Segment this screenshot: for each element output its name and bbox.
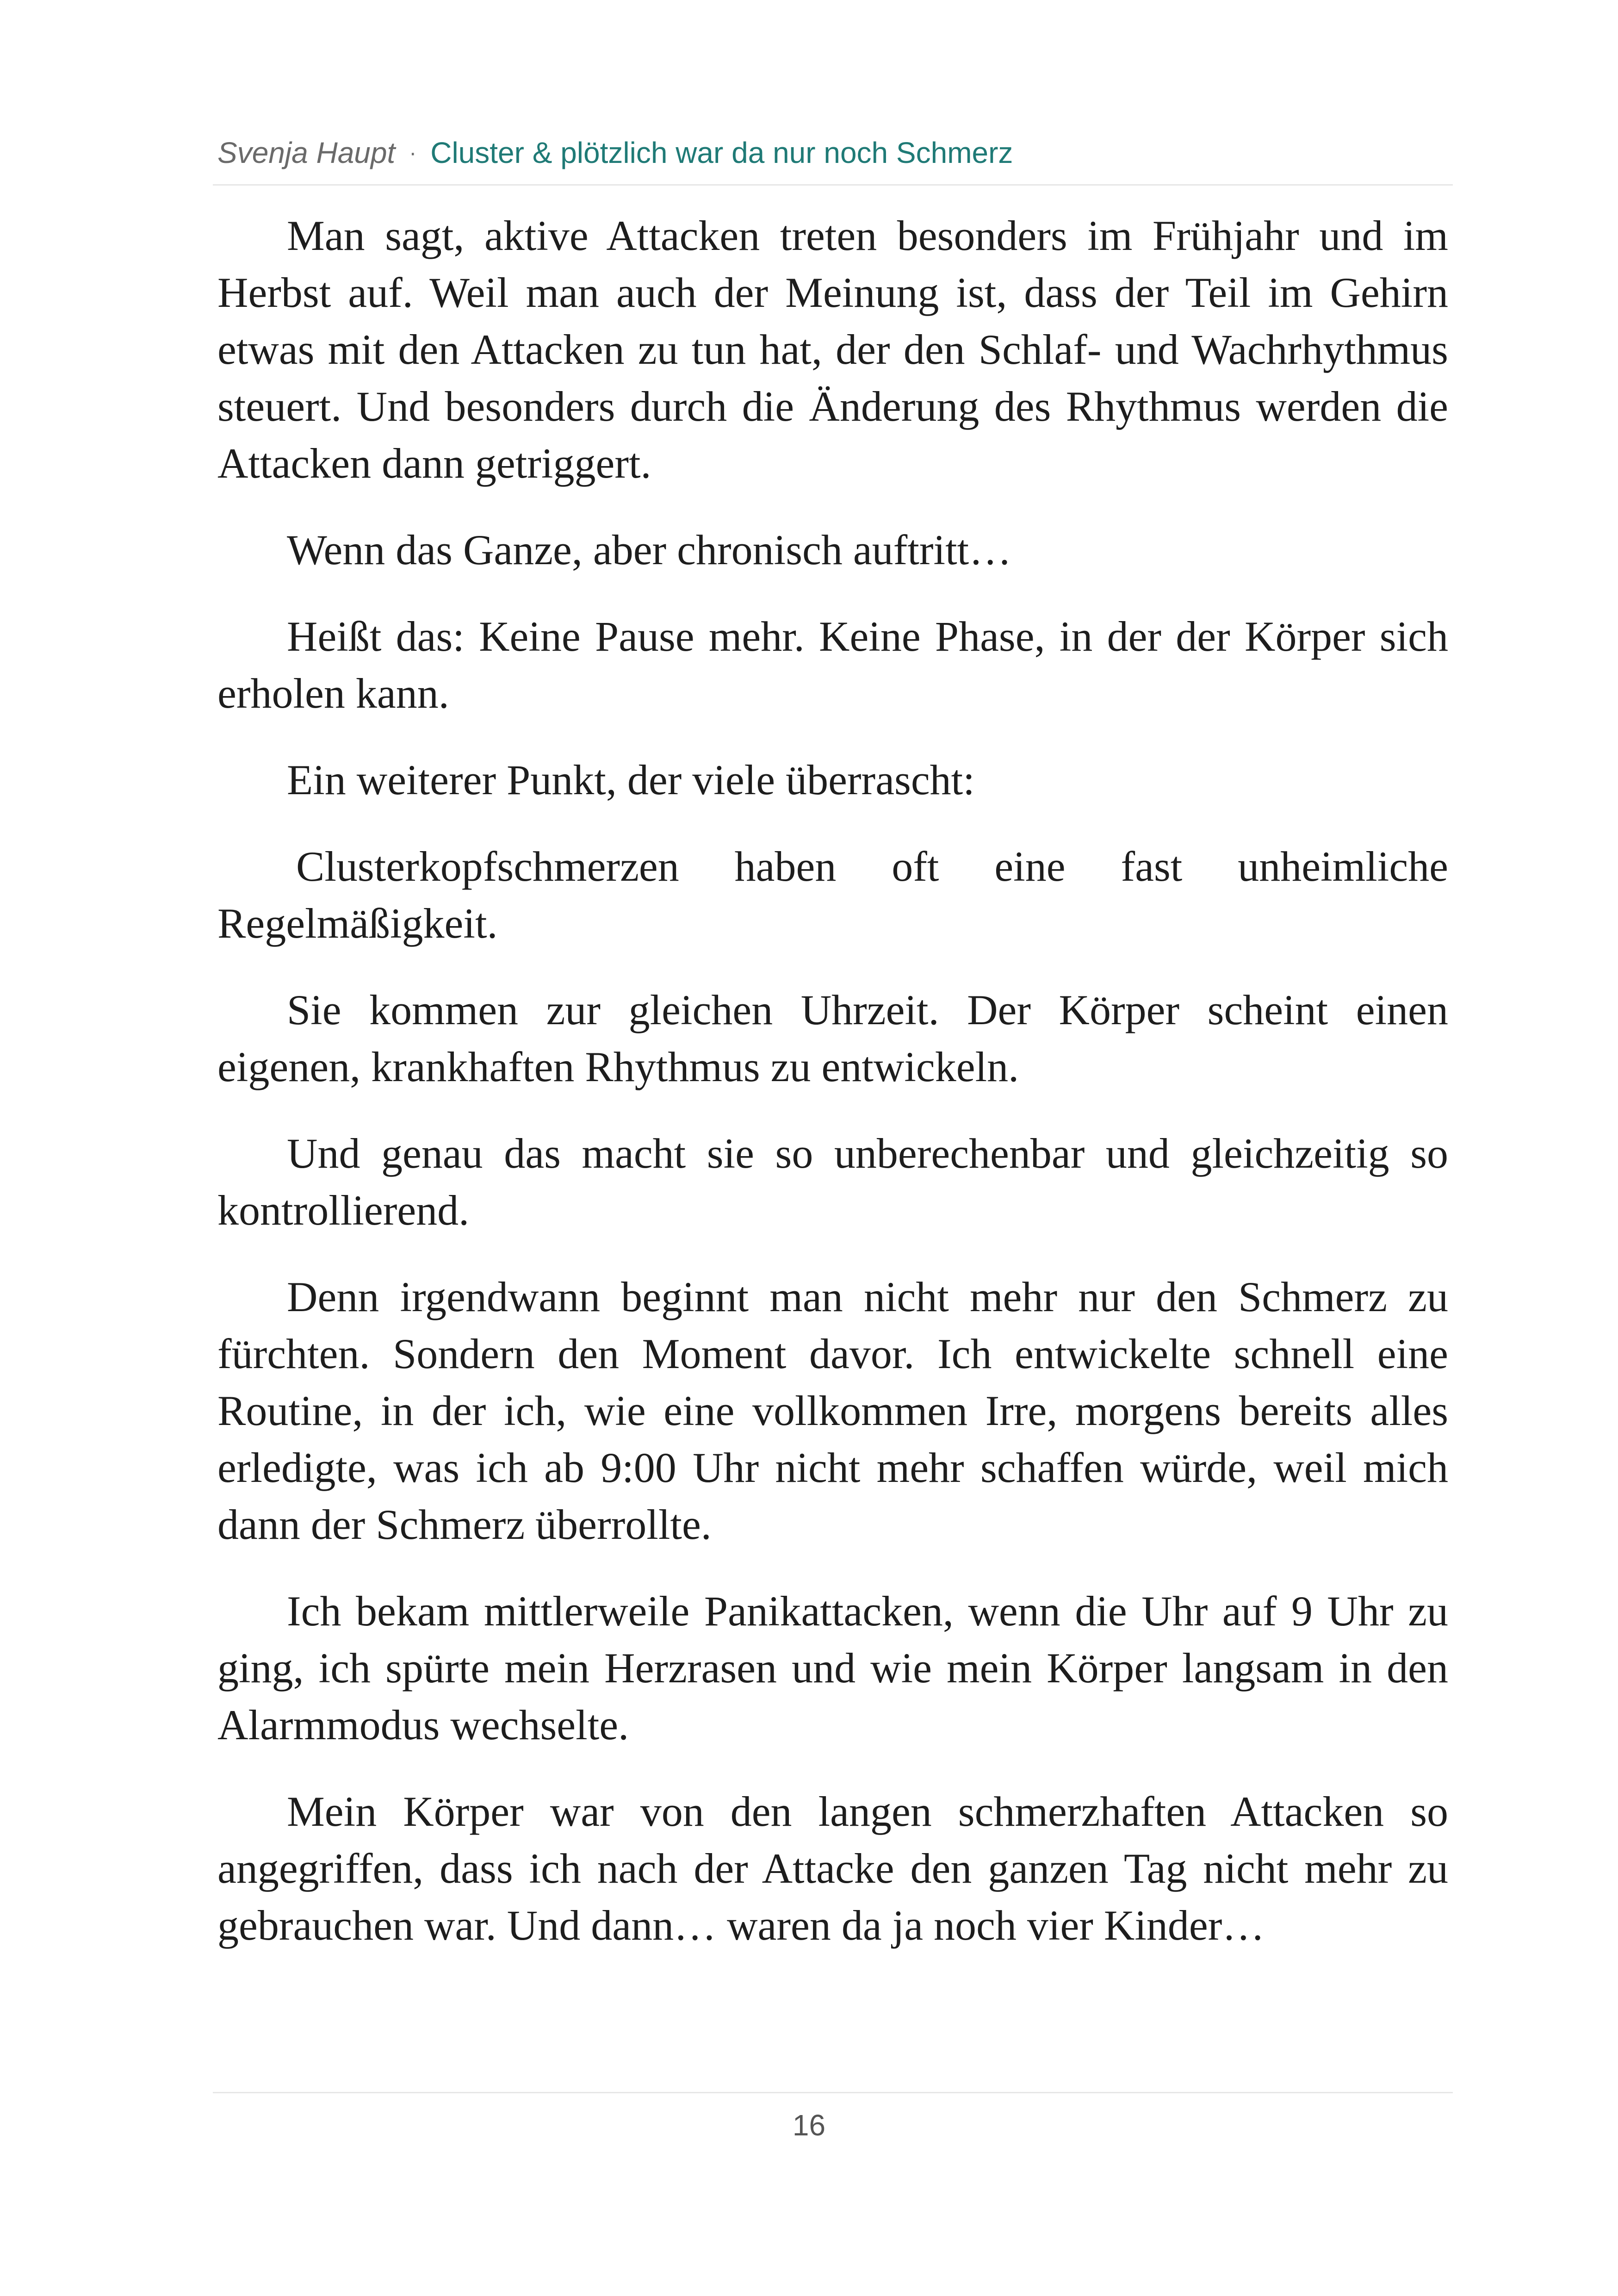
page-number: 16 (792, 2109, 826, 2142)
header-book-title: Cluster & plötzlich war da nur noch Schmerz (430, 136, 1013, 169)
paragraph: Ein weiterer Punkt, der viele überrascht: (287, 756, 975, 803)
paragraph: Ich bekam mittlerweile Panikattacken, wenn die Uhr auf 9 Uhr zu ging, ich spürte mein Herzrasen und wie mein Körper langsam in den Alarmmodus wechselte. (217, 1587, 1448, 1748)
footer-divider (213, 2092, 1453, 2093)
running-header (217, 134, 1448, 171)
paragraph: Heißt das: Keine Pause mehr. Keine Phase, in der der Körper sich erholen kann. (217, 613, 1448, 717)
paragraph: Sie kommen zur gleichen Uhrzeit. Der Körper scheint einen eigenen, krankhaften Rhythmus zu entwickeln. (217, 986, 1448, 1090)
header-author: Svenja Haupt (217, 136, 396, 169)
paragraph: Man sagt, aktive Attacken treten besonders im Frühjahr und im Herbst auf. Weil man auch der Meinung ist, dass der Teil im Gehirn etwas mit den Attacken zu tun hat, der den Schlaf- und Wachrhythmus steuert. Und besonders durch die Änderung des Rhythmus werden die Attacken dann getriggert. (217, 212, 1448, 487)
paragraph: Clusterkopfschmerzen haben oft eine fast unheimliche Regelmäßigkeit. (217, 843, 1448, 947)
paragraph: Und genau das macht sie so unberechenbar und gleichzeitig so kontrollierend. (217, 1130, 1448, 1234)
body-text (217, 207, 1448, 1984)
header-divider (213, 184, 1453, 186)
paragraph: Denn irgendwann beginnt man nicht mehr nur den Schmerz zu fürchten. Sondern den Moment davor. Ich entwickelte schnell eine Routine, in der ich, wie eine vollkommen Irre, morgens bereits alles erledigte, was ich ab 9:00 Uhr nicht mehr schaffen würde, weil mich dann der Schmerz überrollte. (217, 1273, 1448, 1548)
paragraph: Mein Körper war von den langen schmerzhaften Attacken so angegriffen, dass ich nach der Attacke den ganzen Tag nicht mehr zu gebrauchen war. Und dann… waren da ja noch vier Kinder… (217, 1788, 1448, 1949)
paragraph: Wenn das Ganze, aber chronisch auftritt… (287, 526, 1012, 573)
header-separator: · (409, 141, 417, 165)
